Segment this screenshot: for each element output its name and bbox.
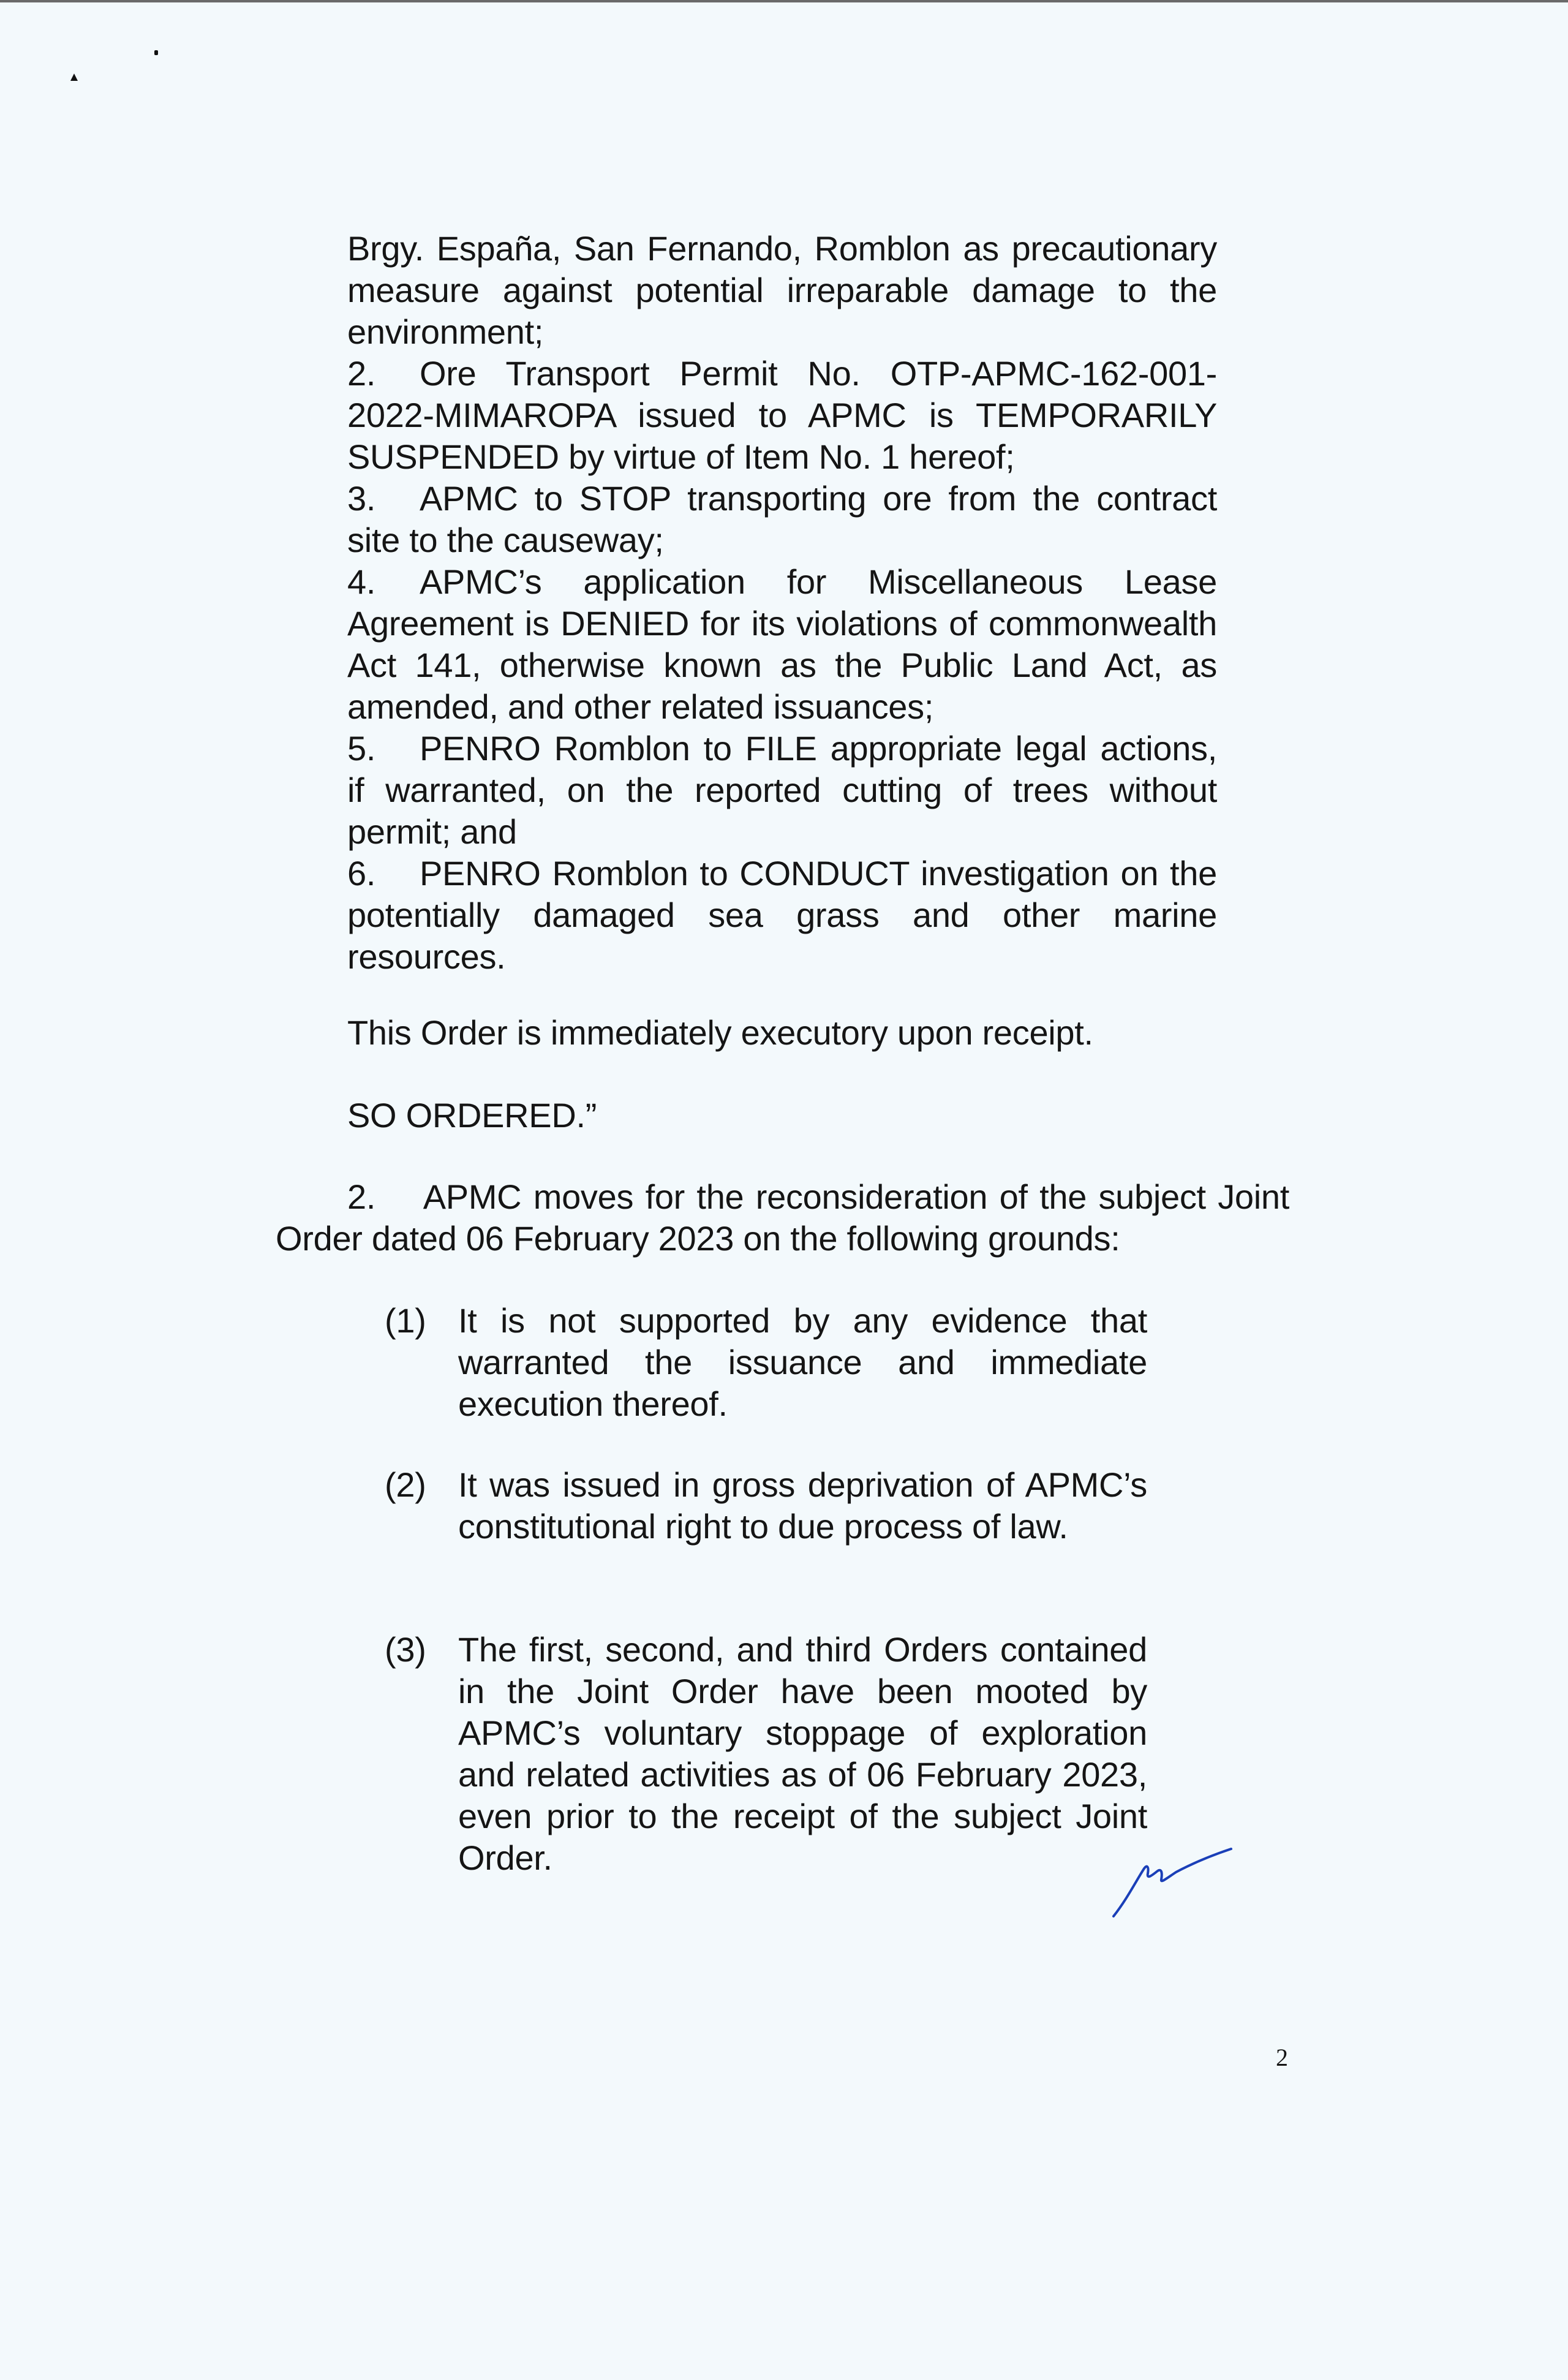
order-item-number: 4. <box>347 562 376 601</box>
page-number: 2 <box>1276 2044 1288 2071</box>
order-item-text: Ore Transport Permit No. OTP-APMC-162-001-2022-MIMAROPA issued to APMC is TEMPORARILY SUSPENDED by virtue of Item No. 1 hereof; <box>347 354 1217 476</box>
order-item <box>347 853 1217 978</box>
paragraph-2 <box>276 1176 1289 1260</box>
ground-item <box>385 1629 1147 1879</box>
ground-number: (2) <box>385 1465 426 1504</box>
ground-number: (3) <box>385 1630 426 1669</box>
order-continuation <box>347 228 1217 978</box>
initials-signature <box>1109 1844 1250 1924</box>
ground-text: It was issued in gross deprivation of APMC’s constitutional right to due process of law. <box>458 1465 1147 1546</box>
order-lead-in: Brgy. España, San Fernando, Romblon as precautionary measure against potential irreparable damage to the environment; <box>347 229 1217 351</box>
scan-speck <box>70 74 78 81</box>
order-item-number: 5. <box>347 729 376 768</box>
order-item-text: PENRO Romblon to FILE appropriate legal actions, if warranted, on the reported cutting of trees without permit; and <box>347 729 1217 851</box>
executory-clause <box>347 1012 1217 1054</box>
order-item-number: 3. <box>347 479 376 518</box>
order-item-number: 2. <box>347 354 376 393</box>
paragraph-number: 2. <box>347 1177 376 1216</box>
order-item-text: APMC’s application for Miscellaneous Lease Agreement is DENIED for its violations of commonwealth Act 141, otherwise known as the Public Land Act, as amended, and other related issuances; <box>347 562 1217 726</box>
paragraph-body: APMC moves for the reconsideration of the subject Joint Order dated 06 February 2023 on the following grounds: <box>276 1177 1289 1258</box>
executory-text: This Order is immediately executory upon receipt. <box>347 1013 1093 1052</box>
ground-text: The first, second, and third Orders contained in the Joint Order have been mooted by APMC’s voluntary stoppage of exploration and related activities as of 06 February 2023, even prior to the receipt of the subject Joint Order. <box>458 1630 1147 1877</box>
so-ordered-text: SO ORDERED.” <box>347 1096 597 1135</box>
ground-text: It is not supported by any evidence that warranted the issuance and immediate execution thereof. <box>458 1301 1147 1423</box>
order-item <box>347 353 1217 478</box>
so-ordered <box>347 1095 1217 1136</box>
order-item <box>347 728 1217 853</box>
order-item-text: PENRO Romblon to CONDUCT investigation on the potentially damaged sea grass and other marine resources. <box>347 854 1217 976</box>
paragraph-2-text <box>276 1176 1289 1260</box>
ground-item <box>385 1300 1147 1425</box>
order-item-number: 6. <box>347 854 376 893</box>
ground-item <box>385 1464 1147 1547</box>
order-item <box>347 561 1217 728</box>
ground-number: (1) <box>385 1301 426 1340</box>
scan-speck <box>154 50 158 55</box>
order-item <box>347 478 1217 561</box>
scan-top-edge <box>0 0 1568 2</box>
order-item-text: APMC to STOP transporting ore from the contract site to the causeway; <box>347 479 1217 559</box>
